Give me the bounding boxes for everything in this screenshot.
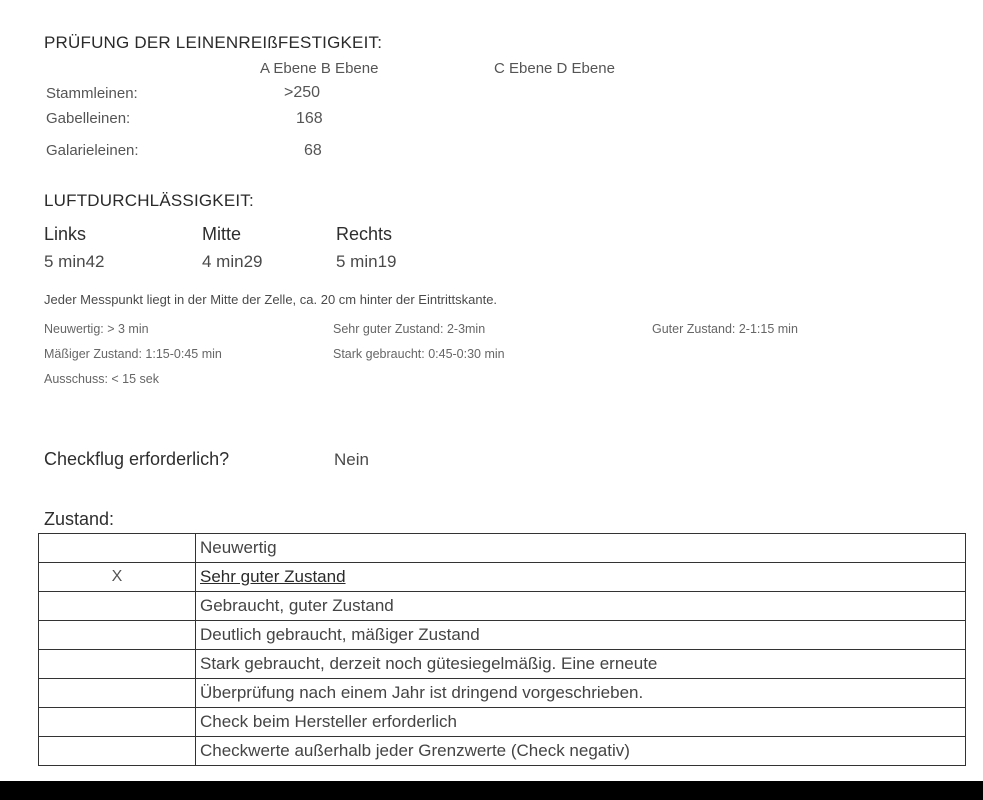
zustand-title: Zustand: [44, 509, 115, 529]
zustand-label-cell [196, 650, 966, 679]
luft-value-rechts: 5 min19 [336, 252, 397, 271]
zustand-label-cell [196, 737, 966, 766]
luft-header-links: Links [44, 224, 87, 244]
luft-header-rechts: Rechts [336, 224, 393, 244]
galarieleinen-label: Galarieleinen: [46, 142, 139, 159]
checkflug-value: Nein [334, 450, 369, 469]
stammleinen-value: >250 [284, 84, 321, 101]
scale-gut: Guter Zustand: 2-1:15 min [652, 322, 798, 336]
gabelleinen-label: Gabelleinen: [46, 110, 131, 127]
zustand-label-cell [196, 621, 966, 650]
table-row [39, 621, 966, 650]
scale-ausschuss: Ausschuss: < 15 sek [44, 372, 159, 386]
zustand-label: Gebraucht, guter Zustand [200, 596, 394, 615]
zustand-mark-cell[interactable] [39, 592, 196, 621]
zustand-label-cell [196, 679, 966, 708]
luft-title: LUFTDURCHLÄSSIGKEIT: [44, 191, 254, 210]
zustand-label: Checkwerte außerhalb jeder Grenzwerte (Check negativ) [200, 741, 630, 760]
zustand-label: Überprüfung nach einem Jahr ist dringend vorgeschrieben. [200, 683, 644, 702]
scale-sehr-gut: Sehr guter Zustand: 2-3min [333, 322, 486, 336]
luft-header-mitte: Mitte [202, 224, 242, 244]
zustand-label: Deutlich gebraucht, mäßiger Zustand [200, 625, 480, 644]
zustand-mark-cell[interactable] [39, 534, 196, 563]
leinen-title: PRÜFUNG DER LEINENREIßFESTIGKEIT: [44, 33, 383, 52]
zustand-mark-cell[interactable] [39, 679, 196, 708]
zustand-label: Stark gebraucht, derzeit noch gütesiegelmäßig. Eine erneute [200, 654, 658, 673]
zustand-label: Sehr guter Zustand [200, 567, 346, 586]
table-row [39, 650, 966, 679]
table-row [39, 708, 966, 737]
zustand-label: Check beim Hersteller erforderlich [200, 712, 457, 731]
zustand-label-cell [196, 592, 966, 621]
zustand-mark-cell[interactable]: X [39, 563, 196, 592]
scale-stark-gebraucht: Stark gebraucht: 0:45-0:30 min [333, 347, 505, 361]
stammleinen-label: Stammleinen: [46, 85, 138, 102]
zustand-mark-cell[interactable] [39, 621, 196, 650]
zustand-mark-cell[interactable] [39, 708, 196, 737]
ebene-ab-header: A Ebene B Ebene [260, 60, 379, 77]
ebene-cd-header: C Ebene D Ebene [494, 60, 615, 77]
scale-neuwertig: Neuwertig: > 3 min [44, 322, 149, 336]
zustand-label-cell [196, 563, 966, 592]
checkflug-label: Checkflug erforderlich? [44, 449, 230, 469]
galarieleinen-value: 68 [304, 142, 322, 159]
zustand-mark-cell[interactable] [39, 737, 196, 766]
table-row [39, 563, 966, 592]
table-row [39, 534, 966, 563]
messpunkt-note: Jeder Messpunkt liegt in der Mitte der Zelle, ca. 20 cm hinter der Eintrittskante. [44, 292, 498, 307]
zustand-table [38, 533, 966, 766]
zustand-label-cell [196, 708, 966, 737]
table-row [39, 737, 966, 766]
table-row [39, 592, 966, 621]
gabelleinen-value: 168 [296, 110, 323, 127]
table-row [39, 679, 966, 708]
zustand-label: Neuwertig [200, 538, 277, 557]
luft-value-links: 5 min42 [44, 252, 105, 271]
zustand-mark-cell[interactable] [39, 650, 196, 679]
zustand-label-cell [196, 534, 966, 563]
luft-value-mitte: 4 min29 [202, 252, 263, 271]
scale-maessig: Mäßiger Zustand: 1:15-0:45 min [44, 347, 222, 361]
bottom-border-bar [0, 781, 983, 800]
